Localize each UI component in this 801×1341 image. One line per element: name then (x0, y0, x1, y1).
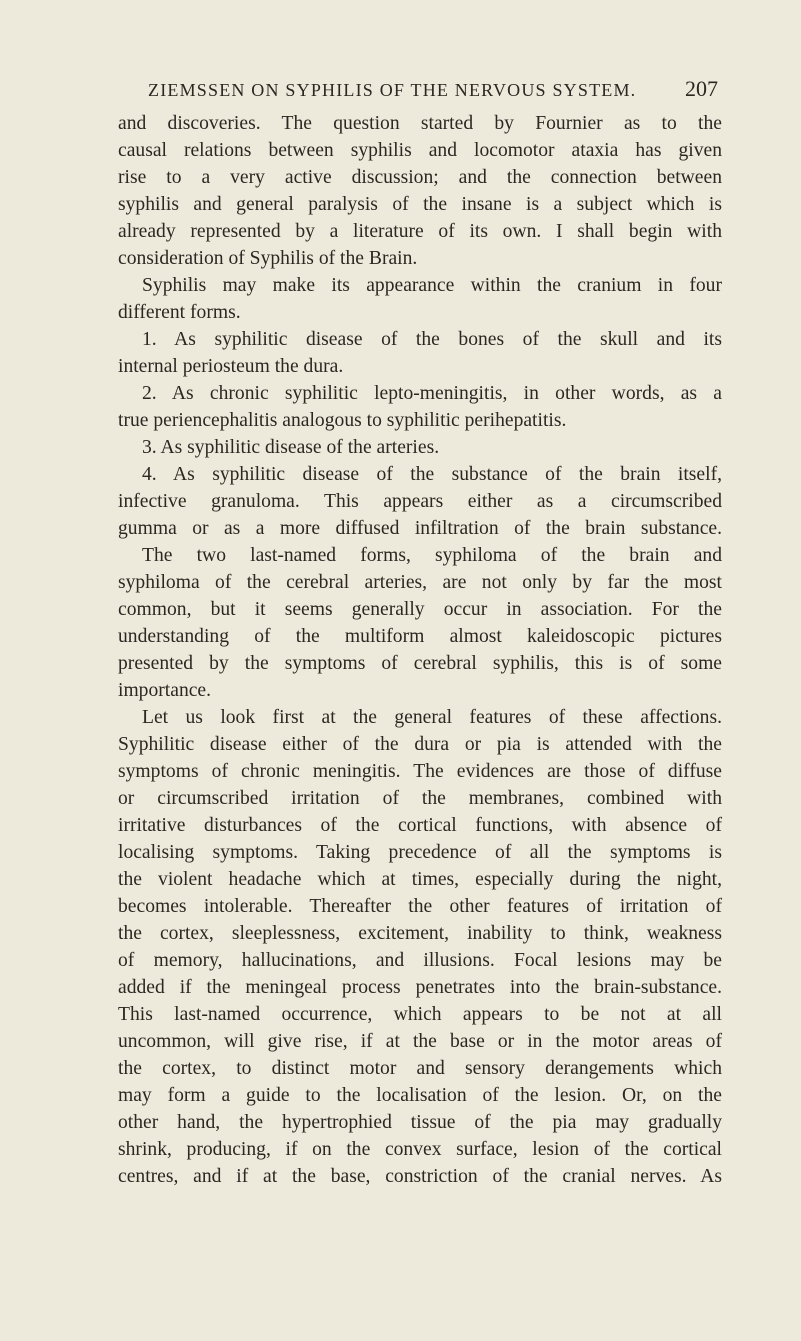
text-line: true periencephalitis analogous to syphilitic perihepatitis. (118, 410, 567, 431)
text-line: importance. (118, 680, 212, 701)
text-line: rise to a very active discussion; and the connection between (118, 167, 722, 188)
text-line: 1. As syphilitic disease of the bones of the skull and its (142, 329, 722, 350)
page-number: 207 (685, 76, 718, 101)
text-line: the cortex, to distinct motor and sensory derangements which (118, 1058, 722, 1079)
running-head: ZIEMSSEN ON SYPHILIS OF THE NERVOUS SYSTEM. (148, 80, 637, 100)
text-line: irritative disturbances of the cortical functions, with absence of (118, 815, 722, 836)
text-line: already represented by a literature of its own. I shall begin with (118, 221, 722, 242)
text-line: centres, and if at the base, constriction of the cranial nerves. As (118, 1166, 722, 1187)
text-line: Let us look first at the general features of these affections. (142, 707, 722, 728)
text-line: understanding of the multiform almost kaleidoscopic pictures (118, 626, 722, 647)
text-line: shrink, producing, if on the convex surface, lesion of the cortical (118, 1139, 722, 1160)
page-header (118, 76, 718, 106)
text-line: added if the meningeal process penetrates into the brain-substance. (118, 977, 722, 998)
text-line: gumma or as a more diffused infiltration of the brain substance. (118, 518, 722, 539)
text-line: other hand, the hypertrophied tissue of the pia may gradually (118, 1112, 722, 1133)
text-line: common, but it seems generally occur in association. For the (118, 599, 722, 620)
text-line: consideration of Syphilis of the Brain. (118, 248, 418, 269)
text-line: the cortex, sleeplessness, excitement, inability to think, weakness (118, 923, 722, 944)
text-line: presented by the symptoms of cerebral syphilis, this is of some (118, 653, 722, 674)
text-line: 3. As syphilitic disease of the arteries. (142, 437, 440, 458)
text-line: of memory, hallucinations, and illusions. Focal lesions may be (118, 950, 722, 971)
text-line: Syphilitic disease either of the dura or pia is attended with the (118, 734, 722, 755)
text-line: or circumscribed irritation of the membranes, combined with (118, 788, 722, 809)
text-line: becomes intolerable. Thereafter the other features of irritation of (118, 896, 722, 917)
text-line: internal periosteum the dura. (118, 356, 344, 377)
text-line: different forms. (118, 302, 241, 323)
text-line: syphilis and general paralysis of the insane is a subject which is (118, 194, 722, 215)
text-line: causal relations between syphilis and locomotor ataxia has given (118, 140, 722, 161)
text-line: symptoms of chronic meningitis. The evidences are those of diffuse (118, 761, 722, 782)
text-line: and discoveries. The question started by Fournier as to the (118, 113, 722, 134)
body-text (118, 110, 722, 1190)
text-line: may form a guide to the localisation of the lesion. Or, on the (118, 1085, 722, 1106)
text-line: This last-named occurrence, which appears to be not at all (118, 1004, 722, 1025)
text-line: infective granuloma. This appears either as a circumscribed (118, 491, 722, 512)
text-line: localising symptoms. Taking precedence of all the symptoms is (118, 842, 722, 863)
text-line: The two last-named forms, syphiloma of the brain and (142, 545, 722, 566)
text-line: 4. As syphilitic disease of the substance of the brain itself, (142, 464, 722, 485)
text-line: Syphilis may make its appearance within the cranium in four (142, 275, 722, 296)
text-line: 2. As chronic syphilitic lepto-meningitis, in other words, as a (142, 383, 722, 404)
text-line: the violent headache which at times, especially during the night, (118, 869, 722, 890)
text-line: uncommon, will give rise, if at the base or in the motor areas of (118, 1031, 722, 1052)
text-line: syphiloma of the cerebral arteries, are not only by far the most (118, 572, 722, 593)
